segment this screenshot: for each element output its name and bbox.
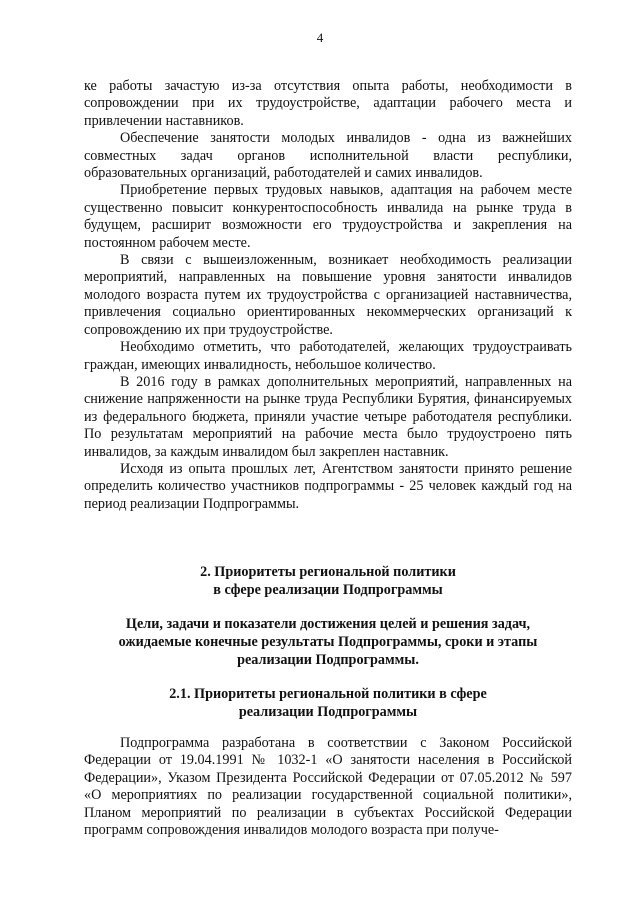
goals-heading-line: ожидаемые конечные результаты Подпрограммы, сроки и этапы (118, 634, 538, 650)
body-text-bottom (84, 735, 572, 839)
section-heading-line: 2. Приоритеты региональной политики (200, 564, 456, 580)
section-heading (84, 563, 572, 599)
goals-heading-line: реализации Подпрограммы. (237, 652, 419, 668)
subsection-heading (84, 685, 572, 721)
section-heading-line: в сфере реализации Подпрограммы (213, 582, 443, 598)
subsection-heading-line: реализации Подпрограммы (238, 704, 418, 720)
paragraph-2016-results: В 2016 году в рамках дополнительных мероприятий, направленных на снижение напряженности на рынке труда Республики Бурятия, финансируемых из федерального бюджета, приняли участие четыре работодателя республики. По результатам мероприятий на рабочие места было трудоустроено пять инвалидов, за каждым инвалидом был закреплен наставник. (84, 373, 572, 460)
paragraph-participants: Исходя из опыта прошлых лет, Агентством занятости принято решение определить количество участников подпрограммы - 25 человек каждый год на период реализации Подпрограммы. (84, 460, 572, 512)
subsection-heading-line: 2.1. Приоритеты региональной политики в сфере (169, 686, 487, 702)
goals-heading-line: Цели, задачи и показатели достижения целей и решения задач, (125, 616, 531, 632)
paragraph-necessity: В связи с вышеизложенным, возникает необходимость реализации мероприятий, направленных на повышение уровня занятости инвалидов молодого возраста путем их трудоустройства с организацией наставничества, привлечения социально ориентированных некоммерческих организаций к сопровождению их при трудоустройстве. (84, 252, 572, 338)
paragraph-work-skills: Приобретение первых трудовых навыков, адаптация на рабочем месте существенно повысит конкурентоспособность инвалида на рынке труда в будущем, расширит возможности его трудоустройства и закрепления на постоянном рабочем месте. (84, 182, 572, 251)
paragraph-employers: Необходимо отметить, что работодателей, желающих трудоустраивать граждан, имеющих инвалидность, небольшое количество. (84, 339, 572, 373)
paragraph-continuation: ке работы зачастую из-за отсутствия опыта работы, необходимости в сопровождении при их трудоустройстве, адаптации рабочего места и привлечении наставников. (84, 78, 572, 129)
body-text-top (84, 78, 572, 513)
paragraph-employment-goal: Обеспечение занятости молодых инвалидов - одна из важнейших совместных задач органов исполнительной власти республики, образовательных организаций, работодателей и самих инвалидов. (84, 130, 572, 182)
paragraph-legal-basis: Подпрограмма разработана в соответствии с Законом Российской Федерации от 19.04.1991 № 1032-1 «О занятости населения в Российской Федерации», Указом Президента Российской Федерации от 07.05.2012 № 597 «О мероприятиях по реализации государственной социальной политики», Планом мероприятий по реализации в субъектах Российской Федерации программ сопровождения инвалидов молодого возраста при получе- (84, 735, 572, 839)
page-number: 4 (316, 30, 324, 45)
goals-heading (84, 615, 572, 669)
